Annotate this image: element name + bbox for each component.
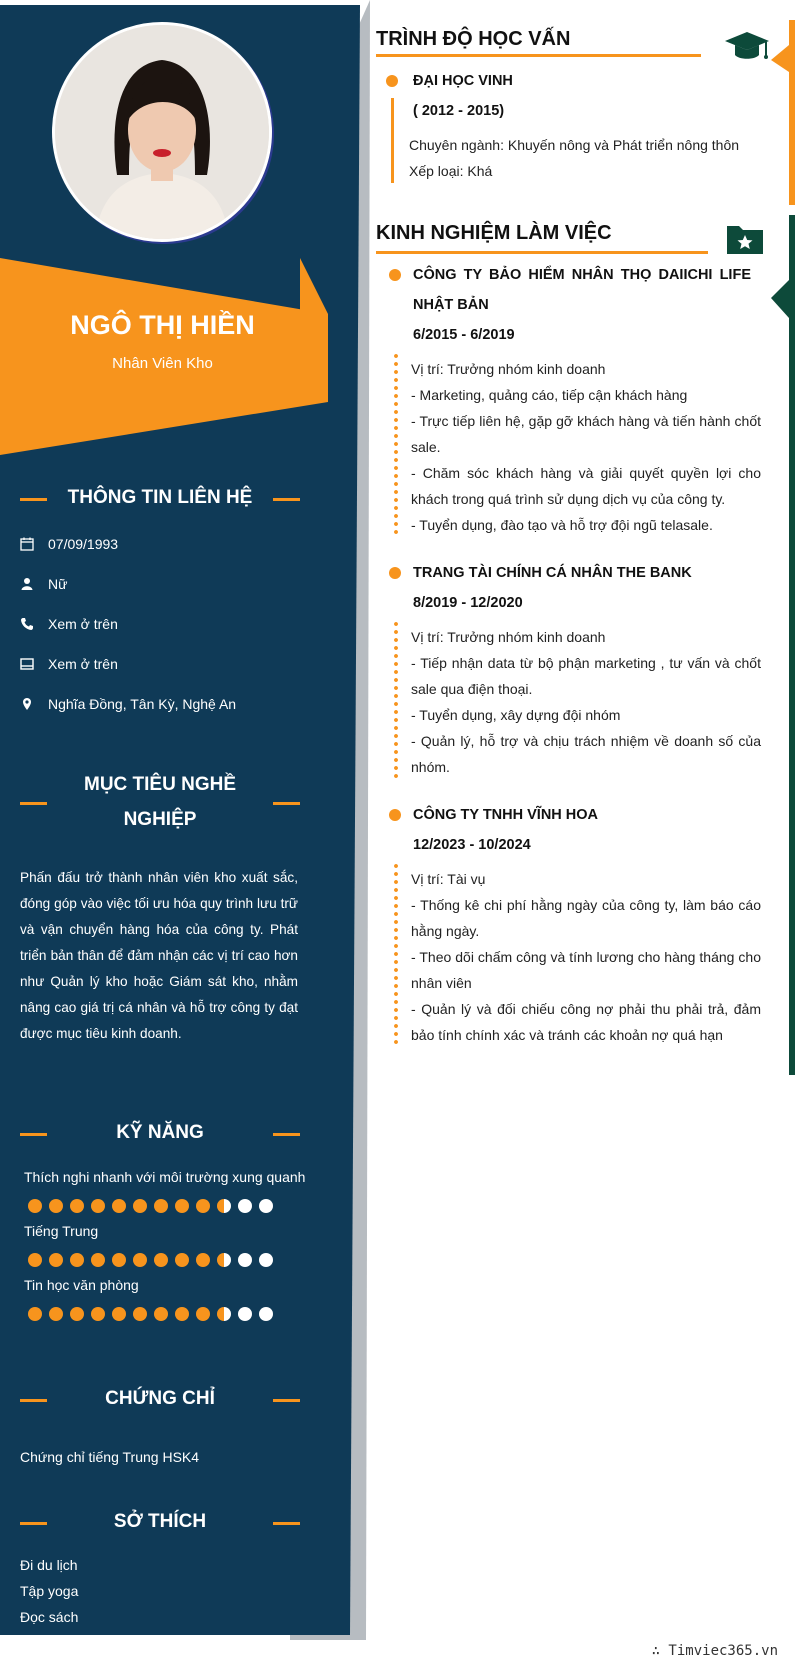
skill-dot: [91, 1253, 105, 1267]
contact-gender: Nữ: [20, 576, 67, 592]
skill-dot: [196, 1199, 210, 1213]
skill-dot: [91, 1307, 105, 1321]
skill-dot: [49, 1307, 63, 1321]
timeline-bullet: [389, 269, 401, 281]
job-company: TRANG TÀI CHÍNH CÁ NHÂN THE BANK: [413, 565, 692, 581]
skill-dot: [196, 1253, 210, 1267]
education-major: Chuyên ngành: Khuyến nông và Phát triển nông thôn: [409, 137, 740, 153]
skill-rating: [28, 1307, 280, 1321]
education-heading: TRÌNH ĐỘ HỌC VẤN: [376, 28, 571, 50]
job-line: - Tuyển dụng, đào tạo và hỗ trợ đội ngũ telasale.: [411, 517, 713, 533]
job-line: - Thống kê chi phí hằng ngày của công ty, làm báo cáo hằng ngày.: [411, 897, 761, 939]
contact-birthday: 07/09/1993: [20, 536, 118, 552]
skill-dot: [238, 1253, 252, 1267]
contact-heading: THÔNG TIN LIÊN HỆ: [20, 480, 300, 515]
user-icon: [20, 577, 34, 591]
job-title: Nhân Viên Kho: [112, 355, 213, 372]
job-line: Vị trí: Trưởng nhóm kinh doanh: [411, 629, 606, 645]
education-heading-underline: [376, 54, 701, 57]
timeline-bullet: [389, 809, 401, 821]
skill-dot: [217, 1253, 231, 1267]
skill-dot: [70, 1253, 84, 1267]
skill-dot: [238, 1199, 252, 1213]
job-company: CÔNG TY BẢO HIỂM NHÂN THỌ DAIICHI LIFE: [413, 267, 751, 283]
folder-star-icon: [725, 222, 765, 261]
hobby-item: Đi du lịch: [20, 1557, 78, 1573]
job-description: [411, 356, 761, 538]
education-grade: Xếp loại: Khá: [409, 163, 493, 179]
skill-dot: [259, 1307, 273, 1321]
skill-dot: [154, 1307, 168, 1321]
skill-label: Tiếng Trung: [24, 1223, 99, 1239]
skill-dot: [175, 1199, 189, 1213]
skill-rating: [28, 1253, 280, 1267]
job-timeline-dots: [394, 620, 398, 778]
job-timeline-dots: [394, 352, 398, 535]
contact-phone: Xem ở trên: [20, 616, 118, 632]
skill-dot: [217, 1307, 231, 1321]
school-name: ĐẠI HỌC VINH: [413, 73, 513, 89]
job-line: - Tuyển dụng, xây dựng đội nhóm: [411, 707, 621, 723]
contact-address: Nghĩa Đồng, Tân Kỳ, Nghệ An: [20, 696, 236, 712]
timeline-bullet: [386, 75, 398, 87]
education-period: ( 2012 - 2015): [413, 103, 505, 119]
job-line: - Quản lý và đối chiếu công nợ phải thu phải trả, đảm bảo tính chính xác và tránh các khoản nợ quá hạn: [411, 1001, 761, 1043]
skill-dot: [91, 1199, 105, 1213]
skill-dot: [49, 1253, 63, 1267]
job-line: - Chăm sóc khách hàng và giải quyết quyền lợi cho khách trong quá trình sử dụng dịch vụ của công ty.: [411, 465, 761, 507]
hobby-item: Đọc sách: [20, 1609, 79, 1625]
watermark: ∴ Timviec365.vn: [651, 1643, 778, 1659]
skill-dot: [259, 1253, 273, 1267]
avatar: [52, 22, 272, 242]
skill-label: Tin học văn phòng: [24, 1277, 139, 1293]
skill-label: Thích nghi nhanh với môi trường xung quanh: [24, 1169, 306, 1185]
hobby-item: Tập yoga: [20, 1583, 79, 1599]
portrait-image: [55, 25, 269, 239]
job-line: Vị trí: Trưởng nhóm kinh doanh: [411, 361, 606, 377]
skill-dot: [49, 1199, 63, 1213]
skill-dot: [28, 1199, 42, 1213]
objective-text: Phấn đấu trở thành nhân viên kho xuất sắc, đóng góp vào việc tối ưu hóa quy trình lưu trữ và vận chuyển hàng hóa của công ty. Phát triển bản thân để đảm nhận các vị trí cao hơn như Quản lý kho hoặc Giám sát kho, nhằm nâng cao giá trị cá nhân và hỗ trợ công ty đạt được mục tiêu kinh doanh.: [20, 870, 298, 1041]
skills-heading: KỸ NĂNG: [20, 1115, 300, 1150]
hobbies-heading: SỞ THÍCH: [20, 1504, 300, 1539]
job-line: - Theo dõi chấm công và tính lương cho hàng tháng cho nhân viên: [411, 949, 761, 991]
job-company: NHẬT BẢN: [413, 297, 489, 313]
skill-dot: [133, 1199, 147, 1213]
education-timeline-bar: [391, 98, 394, 183]
skill-dot: [133, 1253, 147, 1267]
skill-dot: [112, 1253, 126, 1267]
skill-dot: [154, 1199, 168, 1213]
graduation-cap-icon: [724, 30, 770, 69]
calendar-icon: [20, 537, 34, 551]
skill-dot: [28, 1253, 42, 1267]
skill-dot: [112, 1199, 126, 1213]
job-line: - Marketing, quảng cáo, tiếp cận khách hàng: [411, 387, 688, 403]
certificates-heading: CHỨNG CHỈ: [20, 1381, 300, 1416]
job-line: Vị trí: Tài vụ: [411, 871, 486, 887]
job-line: - Quản lý, hỗ trợ và chịu trách nhiệm về doanh số của nhóm.: [411, 733, 761, 775]
experience-heading: KINH NGHIỆM LÀM VIỆC: [376, 222, 612, 244]
job-timeline-dots: [394, 862, 398, 1048]
job-period: 12/2023 - 10/2024: [413, 837, 531, 853]
candidate-name: NGÔ THỊ HIỀN: [70, 310, 255, 340]
skill-dot: [70, 1199, 84, 1213]
skill-dot: [175, 1253, 189, 1267]
skill-dot: [238, 1307, 252, 1321]
job-period: 8/2019 - 12/2020: [413, 595, 523, 611]
skill-dot: [133, 1307, 147, 1321]
job-company: CÔNG TY TNHH VĨNH HOA: [413, 807, 599, 823]
timeline-bullet: [389, 567, 401, 579]
phone-icon: [20, 617, 34, 631]
contact-email: Xem ở trên: [20, 656, 118, 672]
skill-dot: [28, 1307, 42, 1321]
experience-heading-underline: [376, 251, 708, 254]
job-line: - Trực tiếp liên hệ, gặp gỡ khách hàng và tiến hành chốt sale.: [411, 413, 761, 455]
email-icon: [20, 657, 34, 671]
job-line: - Tiếp nhận data từ bộ phận marketing , tư vấn và chốt sale qua điện thoại.: [411, 655, 761, 697]
job-period: 6/2015 - 6/2019: [413, 327, 515, 343]
map-pin-icon: [20, 697, 34, 711]
job-description: [411, 624, 761, 780]
skill-rating: [28, 1199, 280, 1213]
job-description: [411, 866, 761, 1048]
skill-dot: [70, 1307, 84, 1321]
skill-dot: [175, 1307, 189, 1321]
skill-dot: [154, 1253, 168, 1267]
certificate-item: Chứng chỉ tiếng Trung HSK4: [20, 1449, 200, 1465]
objective-heading: MỤC TIÊU NGHỀ NGHIỆP: [20, 767, 300, 837]
skill-dot: [112, 1307, 126, 1321]
skill-dot: [217, 1199, 231, 1213]
skill-dot: [196, 1307, 210, 1321]
skill-dot: [259, 1199, 273, 1213]
